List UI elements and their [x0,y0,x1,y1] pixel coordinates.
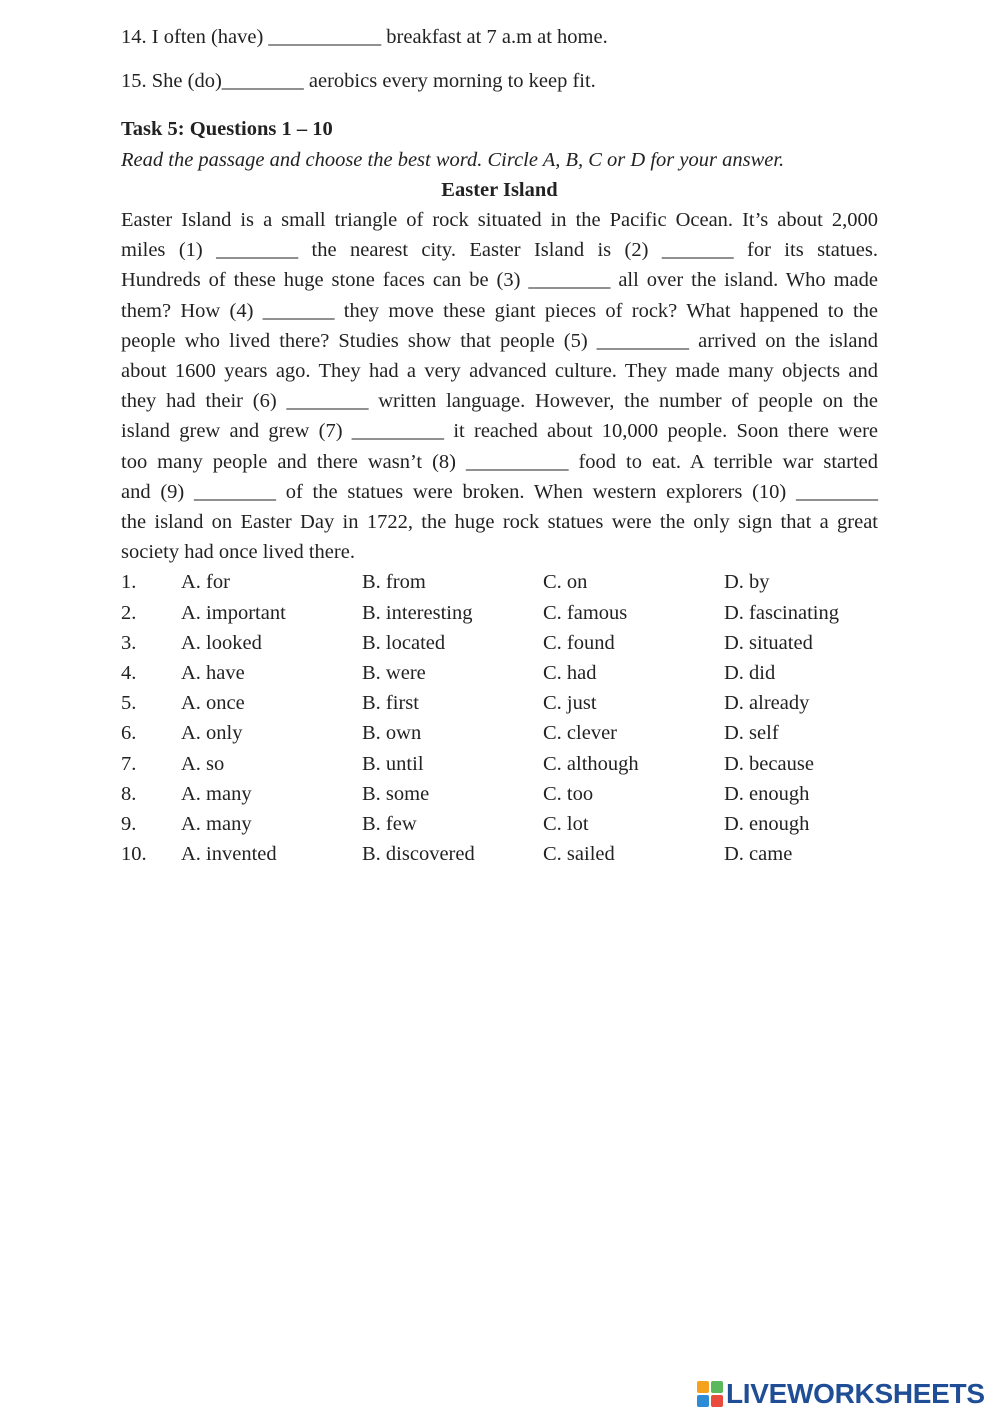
option-number: 1. [121,571,137,594]
option-b[interactable]: B. discovered [362,843,475,866]
option-d[interactable]: D. situated [724,631,813,654]
option-number: 7. [121,752,137,775]
option-a[interactable]: A. important [181,601,286,624]
option-a[interactable]: A. only [181,722,243,745]
option-b[interactable]: B. first [362,692,419,715]
option-row [121,779,878,809]
passage-line: about 1600 years ago. They had a very advanced culture. They made many objects and [121,360,878,383]
option-number: 5. [121,692,137,715]
option-row [121,658,878,688]
option-d[interactable]: D. enough [724,812,810,835]
option-b[interactable]: B. from [362,571,426,594]
option-c[interactable]: C. found [543,631,615,654]
option-c[interactable]: C. famous [543,601,628,624]
option-number: 4. [121,662,137,685]
option-a[interactable]: A. many [181,812,252,835]
option-number: 3. [121,631,137,654]
option-d[interactable]: D. already [724,692,810,715]
answer-options [121,567,878,869]
option-c[interactable]: C. although [543,752,639,775]
worksheet-page [121,22,878,869]
option-row [121,688,878,718]
logo-text: LIVEWORKSHEETS [726,1378,985,1409]
option-c[interactable]: C. too [543,782,594,805]
option-c[interactable]: C. lot [543,812,589,835]
question-15: 15. She (do)________ aerobics every morning to keep fit. [121,70,596,93]
passage-line: Easter Island is a small triangle of rock situated in the Pacific Ocean. It’s about 2,000 [121,209,878,232]
passage-line: miles (1) ________ the nearest city. Easter Island is (2) _______ for its statues. [121,239,878,262]
option-b[interactable]: B. interesting [362,601,473,624]
option-d[interactable]: D. came [724,843,793,866]
passage-line: Hundreds of these huge stone faces can be (3) ________ all over the island. Who made [121,269,878,292]
logo-square [697,1395,709,1407]
passage-line: and (9) ________ of the statues were broken. When western explorers (10) ________ [121,480,878,503]
option-row [121,598,878,628]
passage-line: society had once lived there. [121,541,355,564]
option-number: 8. [121,782,137,805]
option-c[interactable]: C. on [543,571,588,594]
option-number: 2. [121,601,137,624]
option-b[interactable]: B. were [362,662,426,685]
option-c[interactable]: C. sailed [543,843,615,866]
liveworksheets-logo-icon [697,1381,723,1407]
logo-square [711,1381,723,1393]
option-a[interactable]: A. so [181,752,225,775]
passage-line: too many people and there wasn’t (8) __________ food to eat. A terrible war started [121,450,878,473]
option-number: 9. [121,812,137,835]
option-b[interactable]: B. own [362,722,422,745]
passage-line: them? How (4) _______ they move these giant pieces of rock? What happened to the [121,299,878,322]
passage-text [121,205,878,567]
option-d[interactable]: D. self [724,722,779,745]
option-number: 10. [121,843,147,866]
option-d[interactable]: D. did [724,662,776,685]
option-c[interactable]: C. just [543,692,597,715]
question-14: 14. I often (have) ___________ breakfast at 7 a.m at home. [121,26,608,48]
task-instruction: Read the passage and choose the best word. Circle A, B, C or D for your answer. [121,148,785,171]
passage-line: people who lived there? Studies show that people (5) _________ arrived on the island [121,329,878,352]
option-row [121,809,878,839]
option-b[interactable]: B. few [362,812,417,835]
option-c[interactable]: C. had [543,662,597,685]
option-a[interactable]: A. for [181,571,230,594]
task-title: Task 5: Questions 1 – 10 [121,118,333,141]
passage-line: they had their (6) ________ written language. However, the number of people on the [121,390,878,413]
option-row [121,749,878,779]
option-a[interactable]: A. invented [181,843,277,866]
option-row [121,567,878,597]
passage-line: the island on Easter Day in 1722, the huge rock statues were the only sign that a great [121,511,878,534]
option-d[interactable]: D. fascinating [724,601,839,624]
option-row [121,839,878,869]
option-a[interactable]: A. once [181,692,245,715]
option-c[interactable]: C. clever [543,722,617,745]
option-row [121,718,878,748]
option-b[interactable]: B. until [362,752,424,775]
option-b[interactable]: B. some [362,782,430,805]
logo-square [697,1381,709,1393]
passage-title: Easter Island [441,178,558,201]
option-d[interactable]: D. by [724,571,770,594]
logo-square [711,1395,723,1407]
passage-line: island grew and grew (7) _________ it reached about 10,000 people. Soon there were [121,420,878,443]
option-d[interactable]: D. enough [724,782,810,805]
option-a[interactable]: A. looked [181,631,262,654]
option-d[interactable]: D. because [724,752,814,775]
option-a[interactable]: A. have [181,662,245,685]
liveworksheets-logo [697,1378,985,1410]
option-number: 6. [121,722,137,745]
option-a[interactable]: A. many [181,782,252,805]
option-b[interactable]: B. located [362,631,446,654]
option-row [121,628,878,658]
